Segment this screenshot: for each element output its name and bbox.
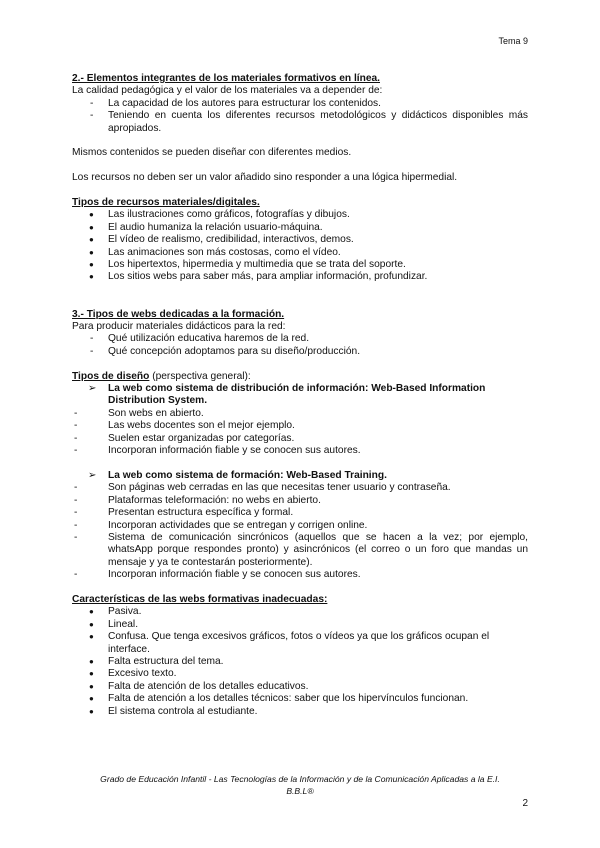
list-item: - Incorporan información fiable y se conocen sus autores. <box>72 569 528 581</box>
list-item: - Son webs en abierto. <box>72 408 528 420</box>
list-item: ● Las ilustraciones como gráficos, fotografías y dibujos. <box>72 209 528 221</box>
list-item: - Las webs docentes son el mejor ejemplo. <box>72 420 528 432</box>
list-item: - Qué concepción adoptamos para su diseño/producción. <box>72 346 528 358</box>
page-footer <box>72 774 528 797</box>
list-item: - Plataformas teleformación: no webs en abierto. <box>72 495 528 507</box>
section-3-list <box>72 333 528 358</box>
list-item: ● Lineal. <box>72 619 528 631</box>
paragraph: Mismos contenidos se pueden diseñar con diferentes medios. <box>72 147 352 159</box>
arrow-item-web-training: ➢ La web como sistema de formación: Web-Based Training. <box>88 469 387 481</box>
training-list <box>72 482 528 581</box>
design-types-heading <box>72 371 528 383</box>
resource-types-title: Tipos de recursos materiales/digitales. <box>72 197 260 209</box>
footer-course: Grado de Educación Infantil - Las Tecnologías de la Información y de la Comunicación Aplicadas a la E.I. <box>100 774 500 784</box>
list-item: - Son páginas web cerradas en las que necesitas tener usuario y contraseña. <box>72 482 528 494</box>
list-item: ● Excesivo texto. <box>72 668 528 680</box>
list-item: ● Falta de atención a los detalles técnicos: saber que los hipervínculos funcionan. <box>72 693 528 705</box>
list-item: - Incorporan información fiable y se conocen sus autores. <box>72 445 528 457</box>
design-types-subtitle: (perspectiva general): <box>149 370 251 382</box>
design-types-title: Tipos de diseño <box>72 370 150 382</box>
inadequate-features-title: Características de las webs formativas inadecuadas: <box>72 593 328 605</box>
list-item: ● El vídeo de realismo, credibilidad, interactivos, demos. <box>72 234 528 246</box>
arrow-icon: ➢ <box>88 383 97 395</box>
list-item: - Qué utilización educativa haremos de la red. <box>72 333 528 345</box>
document-body <box>72 73 528 718</box>
section-2-title: 2.- Elementos integrantes de los materiales formativos en línea. <box>72 73 380 84</box>
header-topic: Tema 9 <box>498 36 528 46</box>
list-item: ● Falta de atención de los detalles educativos. <box>72 681 528 693</box>
list-item: ● El audio humaniza la relación usuario-máquina. <box>72 222 528 234</box>
list-item: ● Confusa. Que tenga excesivos gráficos, fotos o vídeos ya que los gráficos ocupan el interface. <box>72 631 528 656</box>
list-item: - Suelen estar organizadas por categorías. <box>72 433 528 445</box>
footer-author: B.B.L® <box>286 785 314 796</box>
list-item: - Sistema de comunicación sincrónicos (aquellos que se hacen a la vez; por ejemplo, whatsApp porque respondes pronto) y asincrónicos (el correo o un foro que mandas un mensaje y ya te contestarán posteriormente). <box>72 532 528 569</box>
paragraph: Los recursos no deben ser un valor añadido sino responder a una lógica hipermedial. <box>72 172 458 184</box>
list-item: - Incorporan actividades que se entregan y corrigen online. <box>72 520 528 532</box>
arrow-item-web-distribution: ➢ La web como sistema de distribución de información: Web-Based Information Distribution System. <box>88 383 486 407</box>
section-2-list <box>72 98 528 135</box>
inadequate-features-list <box>72 606 528 718</box>
list-item: - La capacidad de los autores para estructurar los contenidos. <box>72 98 528 110</box>
list-item: ● Las animaciones son más costosas, como el vídeo. <box>72 247 528 259</box>
section-3-intro: Para producir materiales didácticos para la red: <box>72 321 286 333</box>
list-item: ● El sistema controla al estudiante. <box>72 706 528 718</box>
section-2-intro: La calidad pedagógica y el valor de los materiales va a depender de: <box>72 85 383 97</box>
list-item: ● Los hipertextos, hipermedia y multimedia que se trata del soporte. <box>72 259 528 271</box>
page-number: 2 <box>522 798 528 809</box>
arrow-icon: ➢ <box>88 469 97 481</box>
list-item: - Teniendo en cuenta los diferentes recursos metodológicos y didácticos disponibles más apropiados. <box>72 110 528 135</box>
list-item: ● Los sitios webs para saber más, para ampliar información, profundizar. <box>72 271 528 283</box>
distribution-list <box>72 408 528 458</box>
list-item: ● Falta estructura del tema. <box>72 656 528 668</box>
section-3-title: 3.- Tipos de webs dedicadas a la formación. <box>72 308 285 320</box>
list-item: ● Pasiva. <box>72 606 528 618</box>
list-item: - Presentan estructura específica y formal. <box>72 507 528 519</box>
resource-types-list <box>72 209 528 283</box>
